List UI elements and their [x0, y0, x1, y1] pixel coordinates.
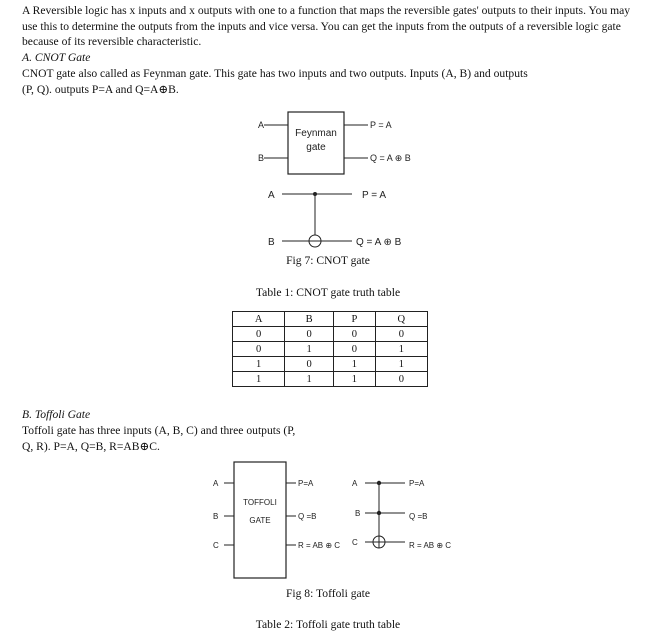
- table-row: [233, 327, 428, 342]
- toffoli-out-p: P=A: [298, 479, 314, 488]
- table-row: [233, 342, 428, 357]
- toffoli-in-c: C: [213, 541, 219, 550]
- toffoli-label-2: GATE: [249, 516, 271, 525]
- table-cell: 0: [334, 327, 376, 342]
- table-cell: 1: [334, 372, 376, 387]
- table-cell: 1: [233, 357, 285, 372]
- table-cell: 0: [285, 357, 334, 372]
- table-cell: 1: [334, 357, 376, 372]
- cnot-out-q: Q = A ⊕ B: [356, 237, 402, 248]
- intro-paragraph: A Reversible logic has x inputs and x outputs with one to a function that maps the reversible gates' outputs to their inputs. You may use this to determine the outputs from the inputs and vice versa. You can get the inputs from the outputs of a reversible logic gate because of its reversible characteristic.: [22, 4, 631, 48]
- col-header-a: A: [233, 312, 285, 327]
- toffoli-circuit-in-a: A: [352, 479, 358, 488]
- cnot-truth-table: [232, 311, 428, 387]
- cnot-table-caption: Table 1: CNOT gate truth table: [255, 286, 401, 299]
- table-cell: 1: [233, 372, 285, 387]
- table-cell: 1: [285, 342, 334, 357]
- cnot-in-b: B: [268, 237, 275, 248]
- toffoli-heading: B. Toffoli Gate: [22, 408, 91, 421]
- table-cell: 0: [375, 327, 427, 342]
- cnot-out-p: P = A: [362, 190, 387, 201]
- col-header-b: B: [285, 312, 334, 327]
- toffoli-control-dot-a: [377, 481, 381, 485]
- feynman-label-1: Feynman: [295, 128, 337, 139]
- toffoli-out-q: Q =B: [298, 512, 317, 521]
- toffoli-description: Toffoli gate has three inputs (A, B, C) and three outputs (P, Q, R). P=A, Q=B, R=AB⊕C.: [22, 424, 296, 453]
- table-cell: 0: [233, 342, 285, 357]
- table-cell: 1: [375, 357, 427, 372]
- toffoli-circuit-out-p: P=A: [409, 479, 425, 488]
- feynman-in-a: A: [258, 120, 265, 130]
- feynman-in-b: B: [258, 153, 265, 163]
- col-header-q: Q: [375, 312, 427, 327]
- cnot-description: CNOT gate also called as Feynman gate. This gate has two inputs and two outputs. Inputs (A, B) and outputs (P, Q). outputs P=A and Q=A⊕B.: [22, 67, 528, 96]
- table-cell: 0: [285, 327, 334, 342]
- table-cell: 1: [375, 342, 427, 357]
- feynman-label-2: gate: [306, 142, 326, 153]
- toffoli-table-caption: Table 2: Toffoli gate truth table: [255, 618, 401, 631]
- cnot-figure-caption: Fig 7: CNOT gate: [286, 254, 370, 267]
- table-row: [233, 372, 428, 387]
- toffoli-circuit-in-c: C: [352, 538, 358, 547]
- toffoli-circuit-in-b: B: [355, 509, 361, 518]
- table-cell: 1: [285, 372, 334, 387]
- toffoli-out-r: R = AB ⊕ C: [298, 541, 341, 550]
- toffoli-in-a: A: [213, 479, 219, 488]
- feynman-out-p: P = A: [370, 120, 392, 130]
- cnot-in-a: A: [268, 190, 275, 201]
- cnot-heading: A. CNOT Gate: [22, 51, 91, 64]
- feynman-out-q: Q = A ⊕ B: [370, 153, 411, 163]
- toffoli-label-1: TOFFOLI: [243, 498, 277, 507]
- truth-table-header-row: [233, 312, 428, 327]
- table-cell: 0: [233, 327, 285, 342]
- table-row: [233, 357, 428, 372]
- table-cell: 0: [375, 372, 427, 387]
- toffoli-in-b: B: [213, 512, 219, 521]
- col-header-p: P: [334, 312, 376, 327]
- toffoli-circuit-out-q: Q =B: [409, 512, 428, 521]
- toffoli-circuit-out-r: R = AB ⊕ C: [409, 541, 452, 550]
- toffoli-control-dot-b: [377, 511, 381, 515]
- cnot-control-dot: [313, 192, 317, 196]
- toffoli-figure-caption: Fig 8: Toffoli gate: [285, 587, 371, 600]
- table-cell: 0: [334, 342, 376, 357]
